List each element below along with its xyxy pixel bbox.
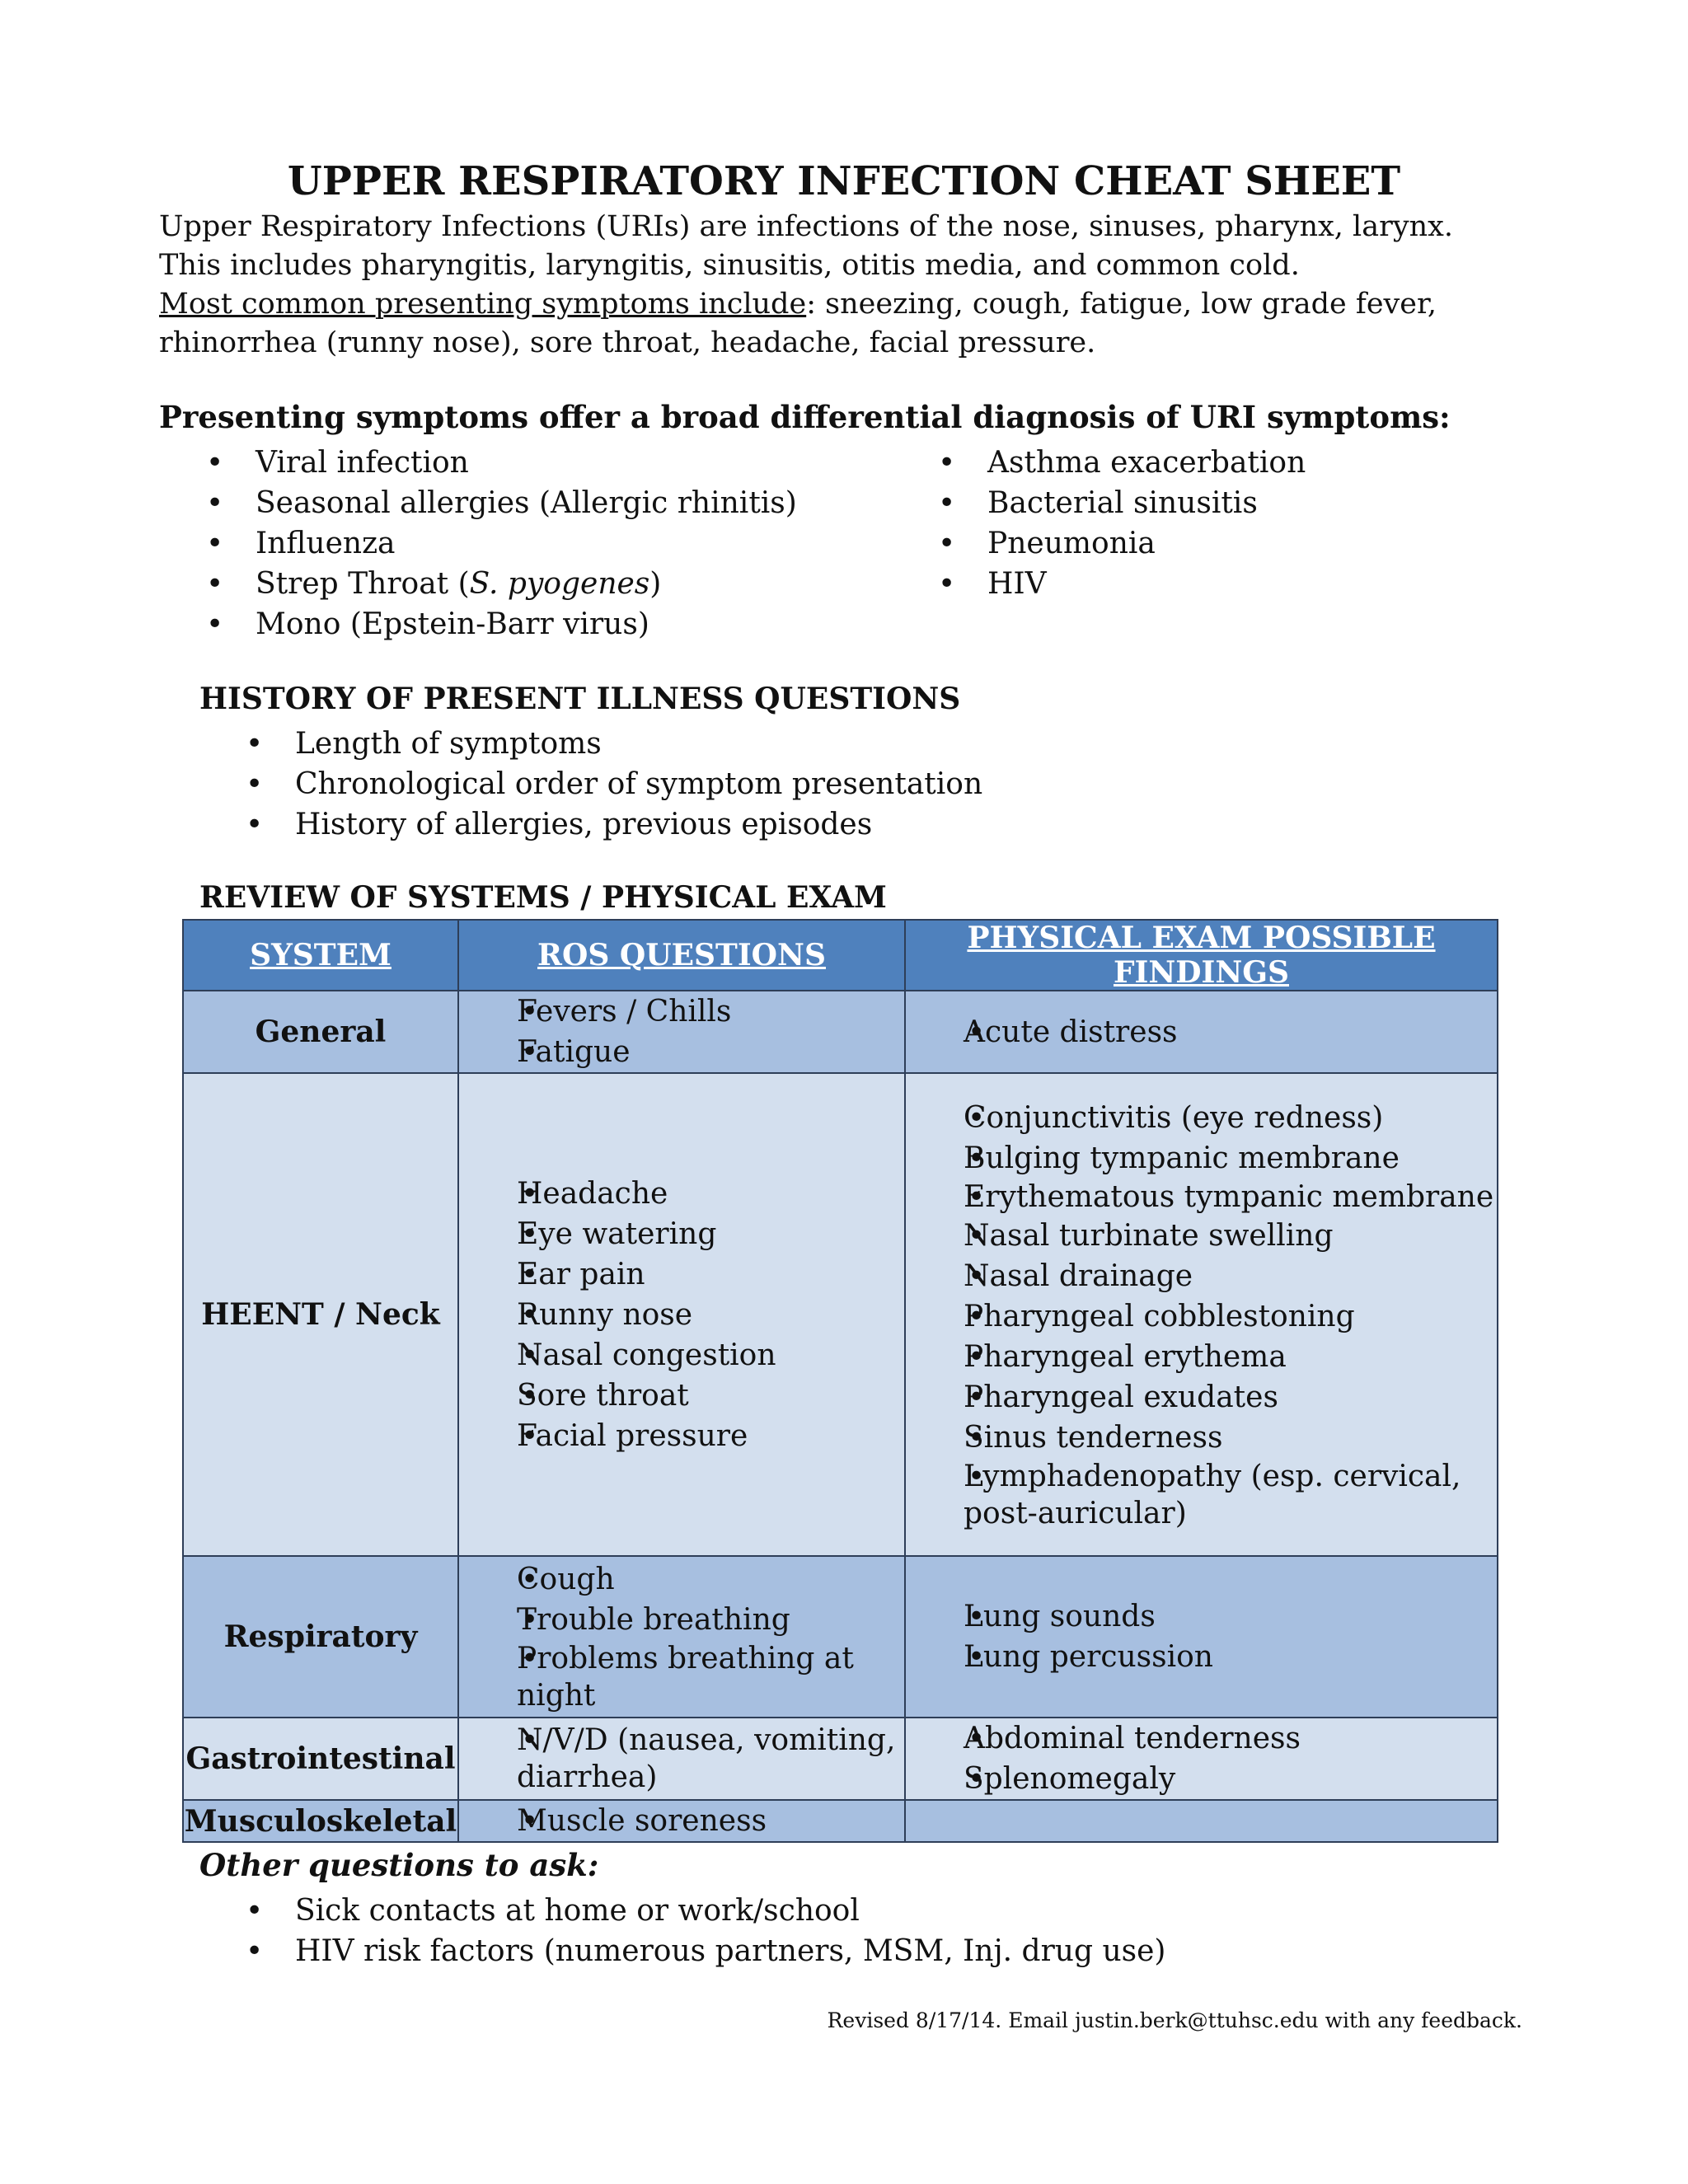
- table-row-musculoskeletal: [183, 1800, 1498, 1842]
- list-item: • Pharyngeal exudates: [906, 1377, 1497, 1418]
- list-item: • Splenomegaly: [906, 1759, 1497, 1799]
- ros-cell: [458, 1073, 905, 1556]
- system-cell: HEENT / Neck: [183, 1073, 458, 1556]
- ddx-list-left: [206, 443, 797, 644]
- ros-cell: [458, 1556, 905, 1718]
- ros-list: [459, 1559, 904, 1714]
- list-item: • Eye watering: [459, 1214, 904, 1254]
- list-item: • HIV: [938, 564, 1306, 604]
- list-item: • Acute distress: [906, 1012, 1497, 1052]
- list-item-strep: [206, 564, 797, 604]
- list-item: • Viral infection: [206, 443, 797, 483]
- list-item: • Influenza: [206, 523, 797, 564]
- pe-cell: [905, 1556, 1498, 1718]
- list-item: • Fevers / Chills: [459, 991, 904, 1032]
- list-item: • Chronological order of symptom presentation: [246, 764, 982, 804]
- system-cell: General: [183, 991, 458, 1073]
- list-item: • Pharyngeal erythema: [906, 1337, 1497, 1377]
- symptoms-text: : sneezing, cough, fatigue, low grade fever,: [806, 288, 1437, 321]
- table-row-heent: [183, 1073, 1498, 1556]
- list-item: • Asthma exacerbation: [938, 443, 1306, 483]
- column-header-ros: ROS QUESTIONS: [458, 920, 905, 991]
- ros-cell: [458, 1800, 905, 1842]
- list-item: • Pharyngeal cobblestoning: [906, 1296, 1497, 1337]
- list-item: • Headache: [459, 1174, 904, 1214]
- table-row-gastrointestinal: [183, 1718, 1498, 1800]
- list-item: • Sore throat: [459, 1376, 904, 1416]
- ros-cell: [458, 991, 905, 1073]
- list-item: • Seasonal allergies (Allergic rhinitis): [206, 483, 797, 523]
- ros-list: [459, 1801, 904, 1841]
- list-item: • Lymphadenopathy (esp. cervical, post-auricular): [906, 1458, 1497, 1532]
- pe-cell-empty: [905, 1800, 1498, 1842]
- list-item: • Fatigue: [459, 1032, 904, 1072]
- list-item: • Pneumonia: [938, 523, 1306, 564]
- list-item: • N/V/D (nausea, vomiting, diarrhea): [459, 1722, 904, 1796]
- intro-symptoms-line: [159, 285, 1577, 324]
- intro-line: rhinorrhea (runny nose), sore throat, headache, facial pressure.: [159, 326, 1096, 359]
- strep-prefix: Strep Throat (: [256, 567, 470, 601]
- column-header-system: SYSTEM: [183, 920, 458, 991]
- list-item: • Muscle soreness: [459, 1801, 904, 1841]
- column-header-pe: PHYSICAL EXAM POSSIBLE FINDINGS: [905, 920, 1498, 991]
- list-item: • Bacterial sinusitis: [938, 483, 1306, 523]
- pe-list: [906, 1012, 1497, 1052]
- ddx-heading: Presenting symptoms offer a broad differential diagnosis of URI symptoms:: [159, 399, 1451, 435]
- ros-heading: REVIEW OF SYSTEMS / PHYSICAL EXAM: [199, 880, 887, 915]
- symptoms-label: Most common presenting symptoms include: [159, 288, 807, 321]
- system-cell: Gastrointestinal: [183, 1718, 458, 1800]
- list-item: • Lung sounds: [906, 1596, 1497, 1637]
- pe-cell: [905, 991, 1498, 1073]
- pe-list: [906, 1596, 1497, 1677]
- list-item: • Bulging tympanic membrane: [906, 1138, 1497, 1179]
- table-row-respiratory: [183, 1556, 1498, 1718]
- other-questions-heading: Other questions to ask:: [199, 1847, 599, 1883]
- pe-cell: [905, 1718, 1498, 1800]
- list-item: • Runny nose: [459, 1295, 904, 1335]
- list-item: • History of allergies, previous episodes: [246, 804, 982, 845]
- system-cell: Musculoskeletal: [183, 1800, 458, 1842]
- table-row-general: [183, 991, 1498, 1073]
- table-header-row: [183, 920, 1498, 991]
- footer-revision-note: Revised 8/17/14. Email justin.berk@ttuhsc.edu with any feedback.: [827, 2008, 1522, 2032]
- pe-list: [906, 1098, 1497, 1532]
- pe-cell: [905, 1073, 1498, 1556]
- strep-organism: S. pyogenes: [469, 567, 650, 601]
- pe-list: [906, 1718, 1497, 1799]
- intro-line: Upper Respiratory Infections (URIs) are infections of the nose, sinuses, pharynx, larynx.: [159, 210, 1454, 243]
- list-item: • HIV risk factors (numerous partners, MSM, Inj. drug use): [246, 1931, 1165, 1971]
- other-questions-list: [246, 1891, 1165, 1971]
- hpi-list: [246, 724, 982, 845]
- list-item: • Nasal drainage: [906, 1256, 1497, 1296]
- list-item: • Lung percussion: [906, 1637, 1497, 1677]
- list-item: • Cough: [459, 1559, 904, 1600]
- list-item: • Nasal congestion: [459, 1335, 904, 1376]
- hpi-heading: HISTORY OF PRESENT ILLNESS QUESTIONS: [199, 682, 961, 716]
- list-item: • Mono (Epstein-Barr virus): [206, 604, 797, 644]
- list-item: • Abdominal tenderness: [906, 1718, 1497, 1759]
- ros-table: [182, 919, 1498, 1843]
- list-item: • Ear pain: [459, 1254, 904, 1295]
- ros-list: [459, 1174, 904, 1456]
- list-item: • Facial pressure: [459, 1416, 904, 1456]
- ros-list: [459, 1722, 904, 1796]
- list-item: • Problems breathing at night: [459, 1640, 904, 1714]
- ddx-list-right: [938, 443, 1306, 604]
- list-item: • Conjunctivitis (eye redness): [906, 1098, 1497, 1138]
- intro-line: This includes pharyngitis, laryngitis, sinusitis, otitis media, and common cold.: [159, 249, 1300, 282]
- page-title: UPPER RESPIRATORY INFECTION CHEAT SHEET: [287, 158, 1401, 204]
- list-item: • Sinus tenderness: [906, 1418, 1497, 1458]
- list-item: • Trouble breathing: [459, 1600, 904, 1640]
- list-item: • Erythematous tympanic membrane: [906, 1179, 1497, 1216]
- list-item: • Sick contacts at home or work/school: [246, 1891, 1165, 1931]
- list-item: • Nasal turbinate swelling: [906, 1216, 1497, 1256]
- strep-suffix: ): [649, 567, 662, 601]
- ros-list: [459, 991, 904, 1072]
- list-item: • Length of symptoms: [246, 724, 982, 764]
- ros-cell: [458, 1718, 905, 1800]
- system-cell: Respiratory: [183, 1556, 458, 1718]
- intro-paragraph: [159, 208, 1577, 363]
